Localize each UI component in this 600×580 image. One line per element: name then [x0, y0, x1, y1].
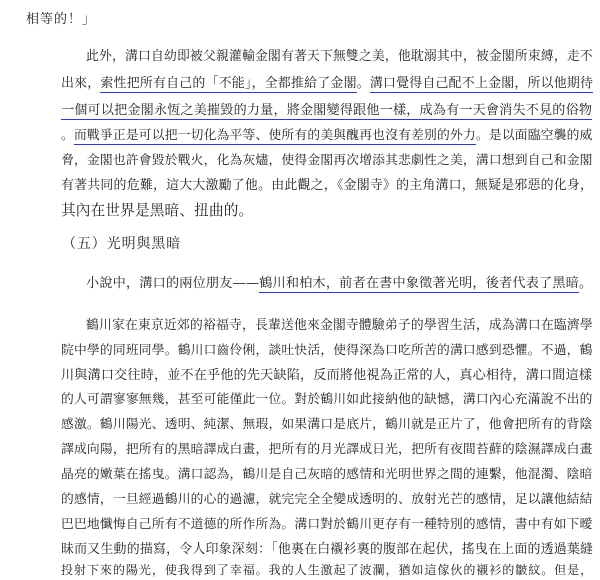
paragraph3-line7: 晶亮的嫩葉在搖曳。溝口認為，鶴川是自己灰暗的感情和光明世界之間的連繫，他混濁、陰暗 — [61, 467, 593, 482]
paragraph1-line4-a: 。 — [61, 128, 74, 143]
paragraph1-line5: 脅，金閣也許會毀於戰火，化為灰燼，使得金閣再次增添其悲劇性之美，溝口想到自己和金閣 — [61, 153, 593, 168]
paragraph2-a: 小說中，溝口的兩位朋友—— — [86, 276, 260, 291]
underlined-phrase-1: 索性把所有自己的「不能」，全都推給了金閣 — [100, 76, 357, 91]
paragraph3-line8: 的感情，一旦經過鶴川的心的過濾，就完完全全變成透明的、放射光芒的感情，足以讓他結結 — [61, 492, 593, 507]
paragraph3-line2: 院中學的同班同學。鶴川口齒伶俐，談吐快活，使得深為口吃所苦的溝口感到恐懼。不過，鶴 — [61, 343, 593, 358]
paragraph3-line3: 川與溝口交往時，並不在乎他的先天缺陷，反而將他視為正常的人，真心相待，溝口間這樣 — [61, 368, 593, 383]
paragraph1-line2-c: 。 — [356, 76, 370, 91]
underlined-phrase-4: 而戰爭正是可以把一切化為平等、使所有的美與醜再也沒有差別的外力 — [73, 128, 476, 143]
paragraph1-line1: 此外，溝口自幼即被父親灌輸金閣有著天下無雙之美，他耽溺其中，被金閣所束縛，走不 — [86, 49, 593, 64]
section-heading: （五）光明與黑暗 — [62, 236, 182, 252]
paragraph1-line2 — [61, 74, 593, 94]
paragraph1-line4-c: 。是以面臨空襲的威 — [475, 128, 593, 143]
paragraph2-c: 。 — [579, 276, 593, 291]
underlined-phrase-2: 溝口覺得自己配不上金閣，所以他期待 — [369, 76, 594, 91]
paragraph3-line9: 巴巴地懺悔自己所有不道德的所作所為。溝口對於鶴川更存有一種特別的感情，書中有如下曖 — [61, 517, 593, 532]
paragraph2-line1 — [86, 274, 592, 294]
paragraph3-line4: 的人可謂寥寥無幾，甚至可能僅此一位。對於鶴川如此接納他的缺憾，溝口內心充滿說不出的 — [61, 392, 593, 407]
paragraph1-line7: 其內在世界是黑暗、扭曲的。 — [61, 202, 254, 219]
underlined-phrase-5: 鶴川和柏木，前者在書中象徵著光明，後者代表了黑暗 — [259, 276, 580, 291]
paragraph3-line5: 感激。鶴川陽光、透明、純潔、無瑕，如果溝口是底片，鶴川就是正片了，他會把所有的背陰 — [61, 417, 593, 432]
paragraph3-line6: 譯成向陽，把所有的黑暗譯成白畫，把所有的月光譯成日光，把所有夜間苔蘚的陰濕譯成白畫 — [61, 442, 593, 457]
paragraph3-line11: 投射下來的陽光，使我得到了幸福。我的人生激起了波瀾，猶如這傢伙的襯衫的皺紋。但是， — [61, 563, 594, 577]
paragraph1-line3 — [61, 101, 592, 121]
paragraph3-line10: 昧而又生動的描寫，令人印象深刻：「他裏在白襯衫裏的腹部在起伏，搖曳在上面的透過葉縫 — [61, 542, 594, 557]
top-fragment-text: 相等的！」 — [26, 12, 97, 27]
paragraph1-line2-a: 出來， — [61, 76, 101, 91]
underlined-phrase-3: 一個可以把金閣永恆之美摧毀的力量，將金閣變得跟他一樣，成為有一天會消失不見的俗物 — [61, 103, 593, 118]
paragraph1-line6: 有著共同的危難，這大大激勵了他。由此觀之，《金閣寺》的主角溝口，無疑是邪惡的化身， — [61, 178, 594, 193]
paragraph3-line1: 鶴川家在東京近郊的裕福寺，長輩送他來金閣寺體驗弟子的學習生活，成為溝口在臨濟學 — [86, 318, 593, 333]
paragraph1-line4 — [61, 126, 593, 146]
